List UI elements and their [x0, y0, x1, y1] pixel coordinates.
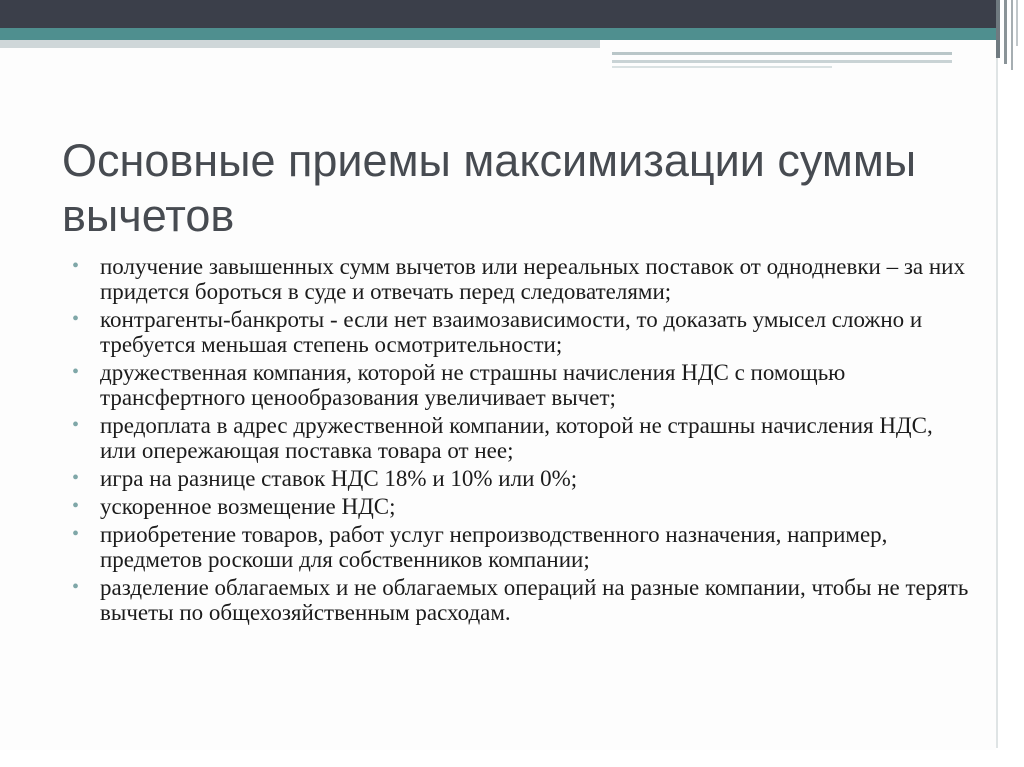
header-accent-line: [612, 60, 952, 63]
bullet-marker-icon: •: [72, 255, 80, 277]
bullet-list: [72, 254, 972, 628]
bullet-marker-icon: •: [72, 414, 80, 436]
bullet-text: игра на разнице ставок НДС 18% и 10% или 0%;: [100, 466, 578, 491]
right-edge-decoration: [996, 0, 1024, 767]
bullet-marker-icon: •: [72, 576, 80, 598]
bullet-text: предоплата в адрес дружественной компании, которой не страшны начисления НДС, или опережающая поставка товара от нее;: [100, 413, 933, 463]
header-accent-line: [612, 66, 832, 68]
right-edge-bar: [1016, 0, 1018, 46]
right-edge-bar: [1011, 0, 1013, 70]
bullet-text: приобретение товаров, работ услуг непроизводственного назначения, например, предметов роскоши для собственников компании;: [100, 522, 888, 572]
right-edge-line: [996, 58, 998, 748]
bullet-item: [72, 466, 972, 491]
right-edge-bar: [996, 0, 1000, 58]
bullet-marker-icon: •: [72, 495, 80, 517]
bullet-text: дружественная компания, которой не страшны начисления НДС с помощью трансфертного ценообразования увеличивает вычет;: [100, 360, 846, 410]
bullet-item: [72, 522, 972, 572]
header-band-light: [0, 40, 600, 48]
bullet-item: [72, 494, 972, 519]
right-edge-bar: [1004, 0, 1007, 64]
header-accent-line: [612, 52, 952, 55]
bottom-margin: [0, 750, 1024, 767]
bullet-text: разделение облагаемых и не облагаемых операций на разные компании, чтобы не терять вычеты по общехозяйственным расходам.: [100, 575, 969, 625]
bullet-marker-icon: •: [72, 308, 80, 330]
header-band-teal: [0, 28, 1024, 40]
bullet-marker-icon: •: [72, 361, 80, 383]
bullet-item: [72, 360, 972, 410]
bullet-item: [72, 307, 972, 357]
header-band-dark: [0, 0, 1024, 28]
bullet-item: [72, 413, 972, 463]
bullet-marker-icon: •: [72, 523, 80, 545]
bullet-item: [72, 575, 972, 625]
bullet-item: [72, 254, 972, 304]
slide-title: Основные приемы максимизации суммы вычетов: [62, 135, 917, 241]
bullet-text: получение завышенных сумм вычетов или нереальных поставок от однодневки – за них придется бороться в суде и отвечать перед следователями;: [100, 254, 965, 304]
bullet-text: контрагенты-банкроты - если нет взаимозависимости, то доказать умысел сложно и требуется меньшая степень осмотрительности;: [100, 307, 923, 357]
bullet-marker-icon: •: [72, 467, 80, 489]
bullet-text: ускоренное возмещение НДС;: [100, 494, 396, 519]
